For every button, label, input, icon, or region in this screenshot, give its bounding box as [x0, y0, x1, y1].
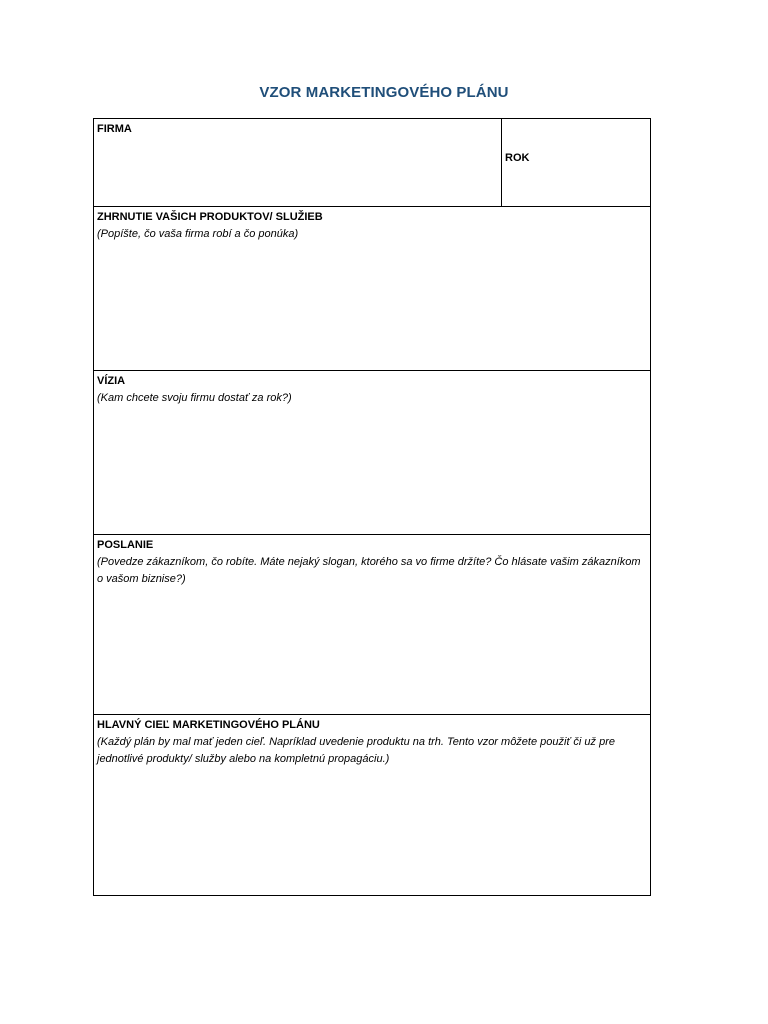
firma-label: FIRMA: [97, 123, 132, 135]
mission-row: [94, 535, 651, 715]
vision-label: VÍZIA: [97, 375, 126, 387]
summary-row: [94, 207, 651, 371]
goal-label: HLAVNÝ CIEĽ MARKETINGOVÉHO PLÁNU: [97, 719, 320, 731]
vision-row: [94, 371, 651, 535]
mission-cell[interactable]: [94, 535, 651, 715]
summary-label: ZHRNUTIE VAŠICH PRODUKTOV/ SLUŽIEB: [97, 211, 323, 223]
rok-label: ROK: [505, 152, 530, 164]
mission-label: POSLANIE: [97, 539, 154, 551]
document-title: VZOR MARKETINGOVÉHO PLÁNU: [259, 84, 509, 101]
goal-hint: (Každý plán by mal mať jeden cieľ. Napríklad uvedenie produktu na trh. Tento vzor môžete použiť či už pre jednotlivé produkty/ služby alebo na kompletnú propagáciu.): [97, 736, 615, 765]
mission-hint: (Povedze zákazníkom, čo robíte. Máte nejaký slogan, ktorého sa vo firme držíte? Čo hlásate vašim zákazníkom o vašom biznise?): [97, 556, 641, 585]
summary-hint: (Popíšte, čo vaša firma robí a čo ponúka): [97, 228, 299, 240]
firma-cell[interactable]: [94, 119, 502, 207]
vision-hint: (Kam chcete svoju firmu dostať za rok?): [97, 392, 292, 404]
vision-cell[interactable]: [94, 371, 651, 535]
rok-cell[interactable]: [502, 119, 651, 207]
summary-cell[interactable]: [94, 207, 651, 371]
firma-row: [94, 119, 651, 207]
marketing-plan-form: [93, 118, 651, 896]
goal-row: [94, 715, 651, 896]
goal-cell[interactable]: [94, 715, 651, 896]
